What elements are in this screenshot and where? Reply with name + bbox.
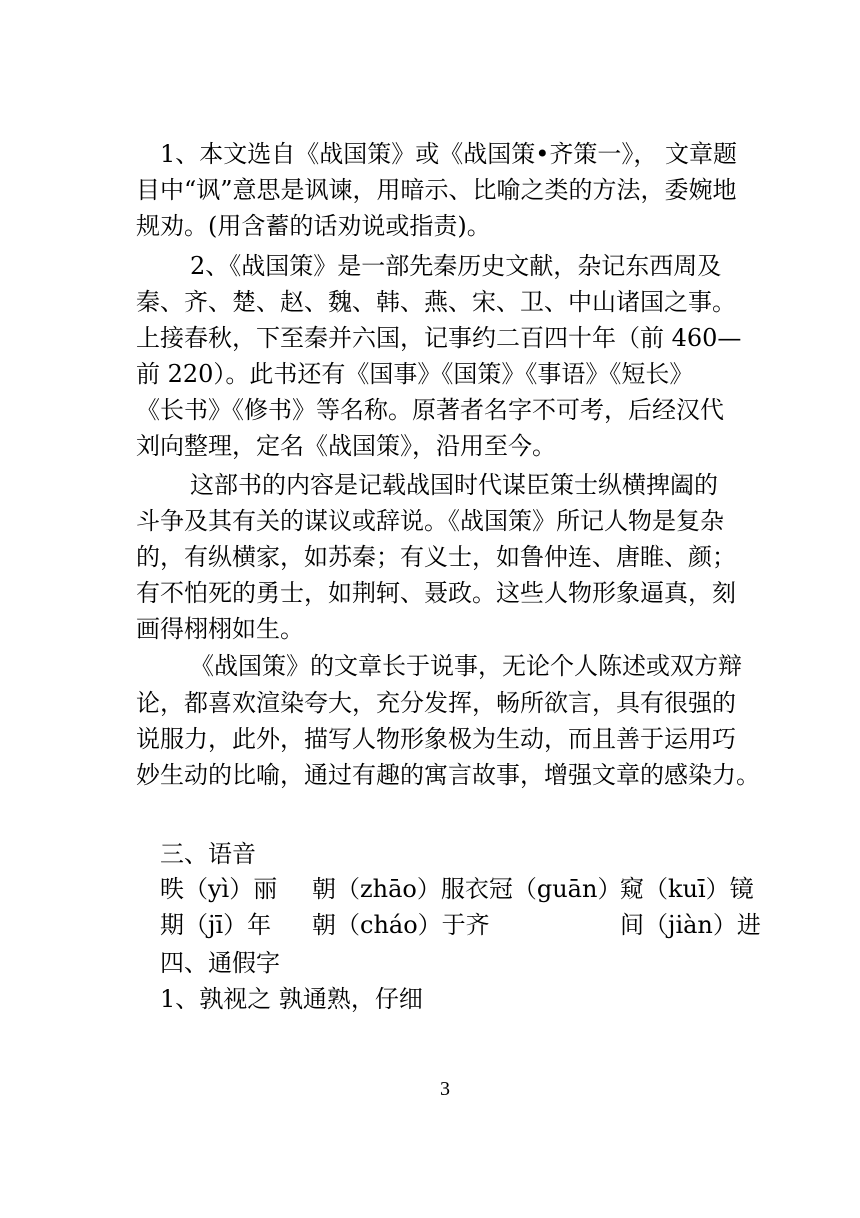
p2-line-4: 前 220）。此书还有《国事》《国策》《事语》《短长》 bbox=[136, 360, 694, 388]
section3-heading: 三、语音 bbox=[160, 840, 256, 868]
p4-line-4: 妙生动的比喻，通过有趣的寓言故事，增强文章的感染力。 bbox=[136, 761, 760, 789]
p3-line-1: 这部书的内容是记载战国时代谋臣策士纵横捭阖的 bbox=[190, 471, 718, 499]
p3-line-5: 画得栩栩如生。 bbox=[136, 615, 304, 643]
pronunciation-item: 窥（kuī）镜 bbox=[620, 875, 754, 903]
p4-line-3: 说服力，此外，描写人物形象极为生动，而且善于运用巧 bbox=[136, 725, 736, 753]
page-number: 3 bbox=[440, 1078, 450, 1100]
section4-heading: 四、通假字 bbox=[160, 949, 280, 977]
p2-line-6: 刘向整理，定名《战国策》，沿用至今。 bbox=[136, 432, 556, 460]
pronunciation-item: 朝（cháo）于齐 bbox=[312, 911, 490, 939]
p3-line-4: 有不怕死的勇士，如荆轲、聂政。这些人物形象逼真，刻 bbox=[136, 579, 736, 607]
p1-line-2: 目中“讽”意思是讽谏，用暗示、比喻之类的方法，委婉地 bbox=[136, 176, 737, 204]
pronunciation-item: 朝（zhāo）服衣冠（guān） bbox=[312, 875, 622, 903]
p2-line-5: 《长书》《修书》等名称。原著者名字不可考，后经汉代 bbox=[136, 396, 724, 424]
p2-line-2: 秦、齐、楚、赵、魏、韩、燕、宋、卫、中山诸国之事。 bbox=[136, 288, 736, 316]
p4-line-2: 论，都喜欢渲染夸大，充分发挥，畅所欲言，具有很强的 bbox=[136, 689, 736, 717]
pronunciation-item: 间（jiàn）进 bbox=[620, 911, 761, 939]
p3-line-3: 的，有纵横家，如苏秦；有义士，如鲁仲连、唐睢、颜； bbox=[136, 543, 736, 571]
pronunciation-item: 昳（yì）丽 bbox=[160, 875, 278, 903]
section4-item-1: 1、孰视之 孰通熟，仔细 bbox=[160, 985, 423, 1013]
p1-line-1: 1、本文选自《战国策》或《战国策•齐策一》， 文章题 bbox=[160, 140, 738, 168]
p2-line-1: 2、《战国策》是一部先秦历史文献，杂记东西周及 bbox=[190, 252, 722, 280]
p1-line-3: 规劝。(用含蓄的话劝说或指责)。 bbox=[136, 212, 491, 240]
p2-line-3: 上接春秋，下至秦并六国，记事约二百四十年（前 460— bbox=[136, 324, 742, 352]
p4-line-1: 《战国策》的文章长于说事，无论个人陈述或双方辩 bbox=[190, 652, 742, 680]
pronunciation-item: 期（jī）年 bbox=[160, 911, 272, 939]
p3-line-2: 斗争及其有关的谋议或辞说。《战国策》所记人物是复杂 bbox=[136, 507, 724, 535]
